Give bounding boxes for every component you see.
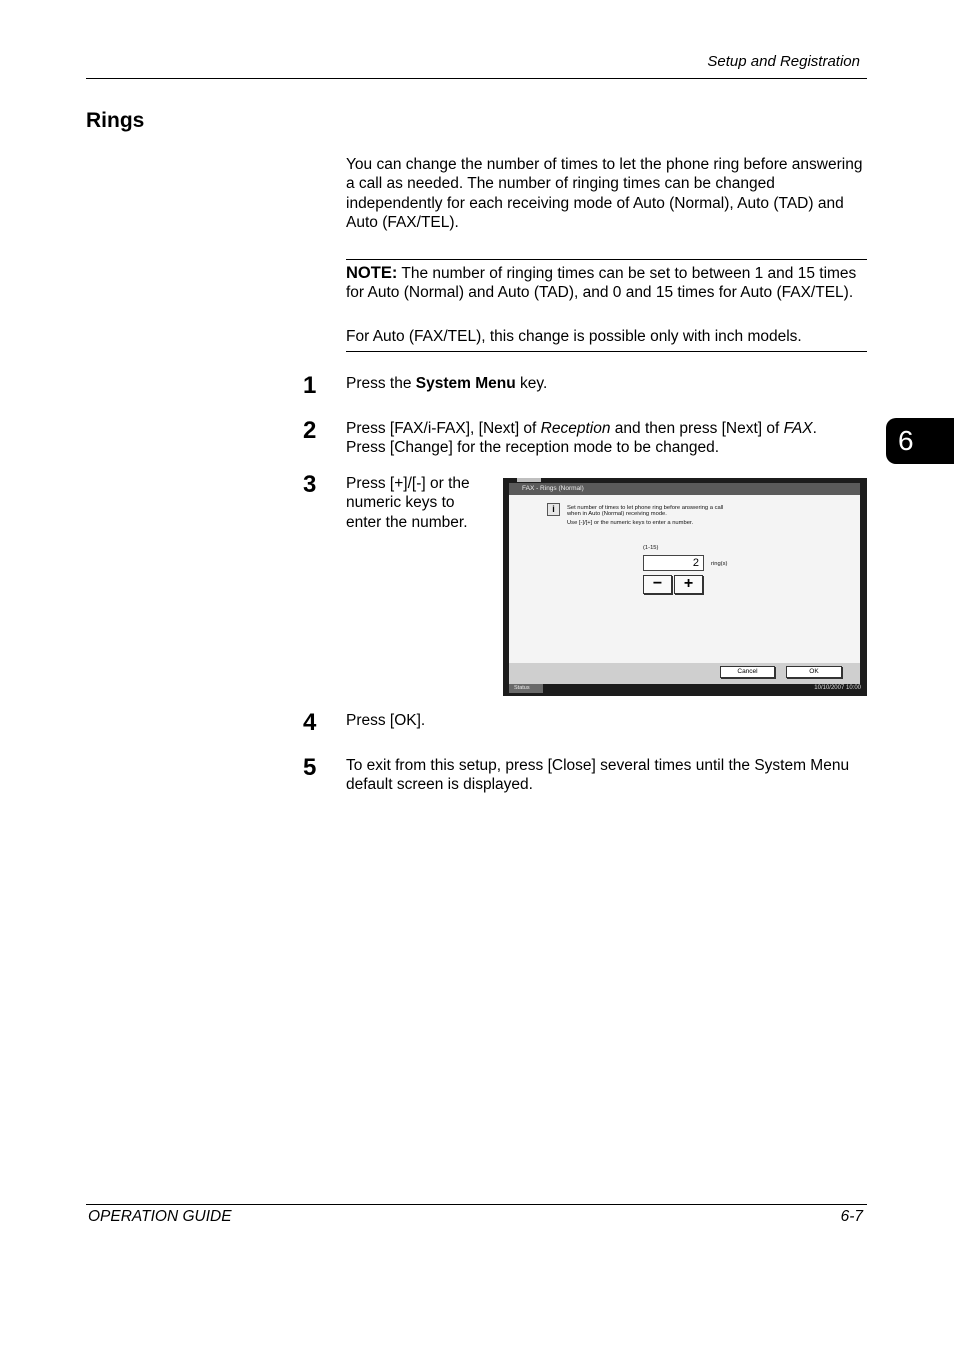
unit-label: ring(s) (711, 561, 728, 567)
step-number-1: 1 (303, 372, 317, 399)
step-2-line2: Press [Change] for the reception mode to be changed. (346, 439, 720, 457)
step-number-2: 2 (303, 417, 317, 444)
footer-rule (86, 1204, 867, 1205)
status-button[interactable]: Status (509, 684, 543, 693)
note-text: The number of ringing times can be set to between 1 and 15 times for Auto (Normal) and Auto (TAD), and 0 and 15 times for Auto (FAX/TEL). (346, 265, 857, 302)
step-5-text: To exit from this setup, press [Close] several times until the System Menu default screen is displayed. (346, 757, 850, 794)
note-top-rule (346, 259, 867, 260)
step-2-c: and then press [Next] of (610, 420, 784, 437)
header-rule (86, 78, 867, 79)
step-2-a: Press [FAX/i-FAX], [Next] of (346, 420, 541, 437)
running-header: Setup and Registration (707, 53, 860, 70)
tab-marker (517, 478, 541, 482)
note-label: NOTE: (346, 264, 398, 282)
screen-message-1: Set number of times to let phone ring before answering a call (567, 505, 724, 511)
increment-button[interactable]: + (674, 575, 703, 594)
step-1-key: System Menu (415, 375, 516, 392)
step-number-3: 3 (303, 471, 317, 498)
note-bottom-rule (346, 351, 867, 352)
step-1-text (346, 374, 866, 393)
note-block (346, 264, 866, 303)
rings-value-field[interactable]: 2 (643, 555, 704, 571)
chapter-tab: 6 (886, 418, 954, 464)
step-3-text: Press [+]/[-] or the numeric keys to enter the number. (346, 475, 470, 531)
step-number-5: 5 (303, 754, 317, 781)
screen-message-2: when in Auto (Normal) receiving mode. (567, 511, 667, 517)
cancel-button[interactable]: Cancel (720, 666, 775, 678)
screen-body (509, 495, 860, 663)
step-2-text (346, 419, 866, 458)
step-1-pre: Press the (346, 375, 416, 392)
step-2-reception: Reception (540, 420, 611, 437)
note-text-2: For Auto (FAX/TEL), this change is possible only with inch models. (346, 328, 802, 345)
screen-message-3: Use [-]/[+] or the numeric keys to enter a number. (567, 520, 694, 526)
ok-button[interactable]: OK (786, 666, 842, 678)
page-number: 6-7 (840, 1208, 863, 1225)
datetime-display: 10/10/2007 10:00 (814, 685, 861, 691)
section-title: Rings (86, 109, 145, 132)
step-2-fax: FAX (783, 420, 813, 437)
step-1-post: key. (515, 375, 548, 392)
decrement-button[interactable]: − (643, 575, 672, 594)
screen-title: FAX - Rings (Normal) (509, 483, 860, 495)
info-icon: i (547, 503, 560, 516)
step-number-4: 4 (303, 709, 317, 736)
footer-guide-title: OPERATION GUIDE (88, 1208, 232, 1225)
panel-screenshot (503, 478, 867, 696)
step-4-text: Press [OK]. (346, 712, 426, 729)
step-2-e: . (812, 420, 817, 437)
range-label: (1-15) (643, 545, 659, 551)
screen-button-bar (509, 663, 860, 684)
intro-paragraph: You can change the number of times to let the phone ring before answering a call as needed. The number of ringing times can be changed independently for each receiving mode of Auto (Normal), Auto (TAD) and Auto (FAX/TEL). (346, 156, 863, 231)
